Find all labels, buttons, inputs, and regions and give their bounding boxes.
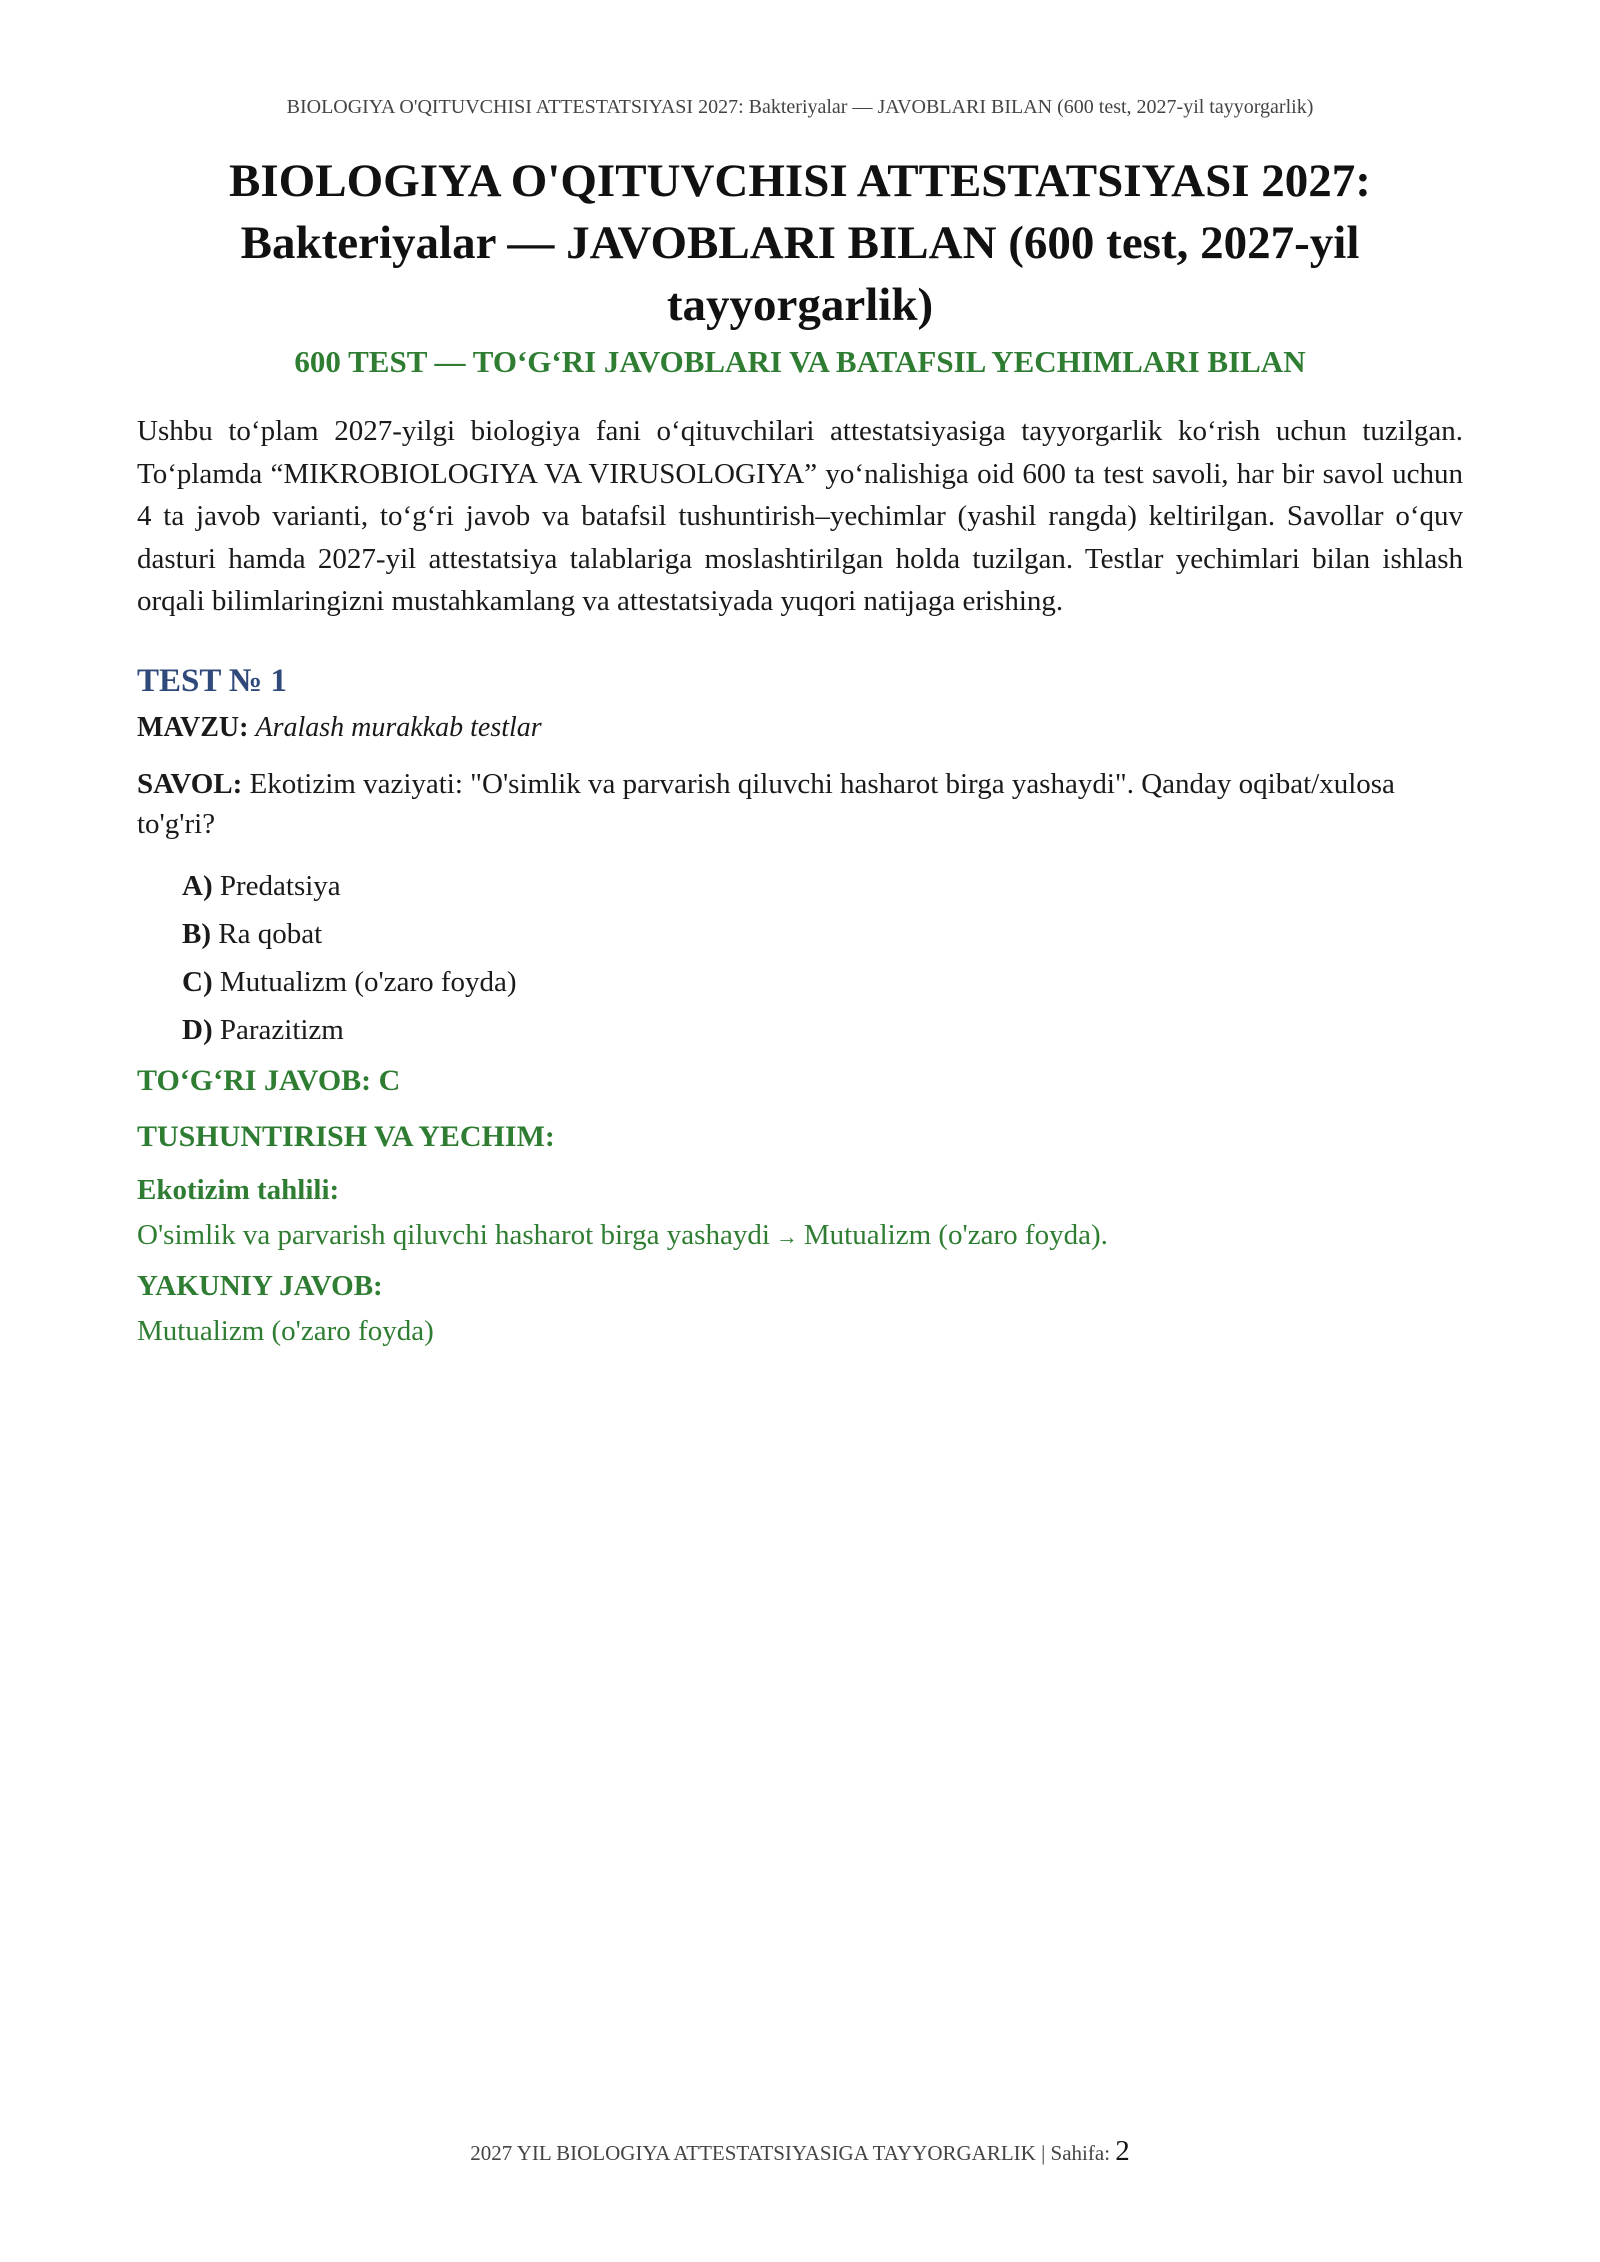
option-text: Predatsiya xyxy=(219,869,341,902)
page-number: 2 xyxy=(1115,2135,1130,2167)
footer-text: 2027 YIL BIOLOGIYA ATTESTATSIYASIGA TAYYORGARLIK xyxy=(470,2141,1036,2165)
analysis-right: Mutualizm (o'zaro foyda). xyxy=(803,1218,1108,1251)
intro-paragraph: Ushbu to‘plam 2027-yilgi biologiya fani o‘qituvchilari attestatsiyasiga tayyorgarlik ko‘rish uchun tuzilgan. To‘plamda “MIKROBIOLOGIYA VA VIRUSOLOGIYA” yo‘nalishiga oid 600 ta test savoli, har bir savol uchun 4 ta javob varianti, to‘g‘ri javob va batafsil tushuntirish–yechimlar (yashil rangda) keltirilgan. Savollar o‘quv dasturi hamda 2027-yil attestatsiya talablariga moslashtirilgan holda tuzilgan. Testlar yechimlari bilan ishlash orqali bilimlaringizni mustahkamlang va attestatsiyada yuqori natijaga erishing. xyxy=(137,415,1463,617)
test-number-heading: TEST № 1 xyxy=(137,662,287,699)
document-subtitle: 600 TEST — TO‘G‘RI JAVOBLARI VA BATAFSIL YECHIMLARI BILAN xyxy=(294,344,1306,379)
option-text: Ra qobat xyxy=(218,917,323,950)
right-arrow-icon: → xyxy=(775,1223,798,1249)
option-text: Parazitizm xyxy=(219,1013,344,1046)
final-answer-heading: YAKUNIY JAVOB: xyxy=(137,1269,383,1302)
option-text: Mutualizm (o'zaro foyda) xyxy=(219,965,517,998)
footer-page-label: Sahifa: xyxy=(1050,2141,1111,2165)
option-d xyxy=(182,1006,1463,1054)
final-answer-text: Mutualizm (o'zaro foyda) xyxy=(137,1314,434,1347)
analysis-heading: Ekotizim tahlili: xyxy=(137,1173,340,1206)
title-line-1: BIOLOGIYA O'QITUVCHISI ATTESTATSIYASI 2027: xyxy=(229,155,1371,207)
correct-answer: TO‘G‘RI JAVOB: C xyxy=(137,1063,401,1097)
test-question xyxy=(137,764,1463,844)
document-title xyxy=(137,150,1463,336)
question-label: SAVOL: xyxy=(137,767,243,800)
question-text: Ekotizim vaziyati: "O'simlik va parvarish qiluvchi hasharot birga yashaydi". Qanday oqibat/xulosa to'g'ri? xyxy=(137,767,1395,840)
option-b xyxy=(182,910,1463,958)
option-a xyxy=(182,862,1463,910)
option-letter: D) xyxy=(182,1013,213,1046)
footer-separator: | xyxy=(1041,2141,1046,2165)
explanation-heading: TUSHUNTIRISH VA YECHIM: xyxy=(137,1119,555,1153)
running-header: BIOLOGIYA O'QITUVCHISI ATTESTATSIYASI 2027: Bakteriyalar — JAVOBLARI BILAN (600 test, 2027-yil tayyorgarlik) xyxy=(286,96,1314,118)
page-footer xyxy=(0,2135,1600,2168)
option-c xyxy=(182,958,1463,1006)
option-letter: A) xyxy=(182,869,213,902)
title-line-3: tayyorgarlik) xyxy=(666,279,934,331)
analysis-text xyxy=(137,1219,1463,1252)
analysis-left: O'simlik va parvarish qiluvchi hasharot birga yashaydi xyxy=(137,1218,770,1251)
option-letter: B) xyxy=(182,917,211,950)
answer-options xyxy=(182,862,1463,1054)
test-topic xyxy=(137,712,1463,744)
topic-label: MAVZU: xyxy=(137,711,249,743)
option-letter: C) xyxy=(182,965,213,998)
page-content xyxy=(137,150,1463,1348)
title-line-2: Bakteriyalar — JAVOBLARI BILAN (600 test, 2027-yil xyxy=(240,217,1360,269)
topic-value: Aralash murakkab testlar xyxy=(255,711,542,743)
